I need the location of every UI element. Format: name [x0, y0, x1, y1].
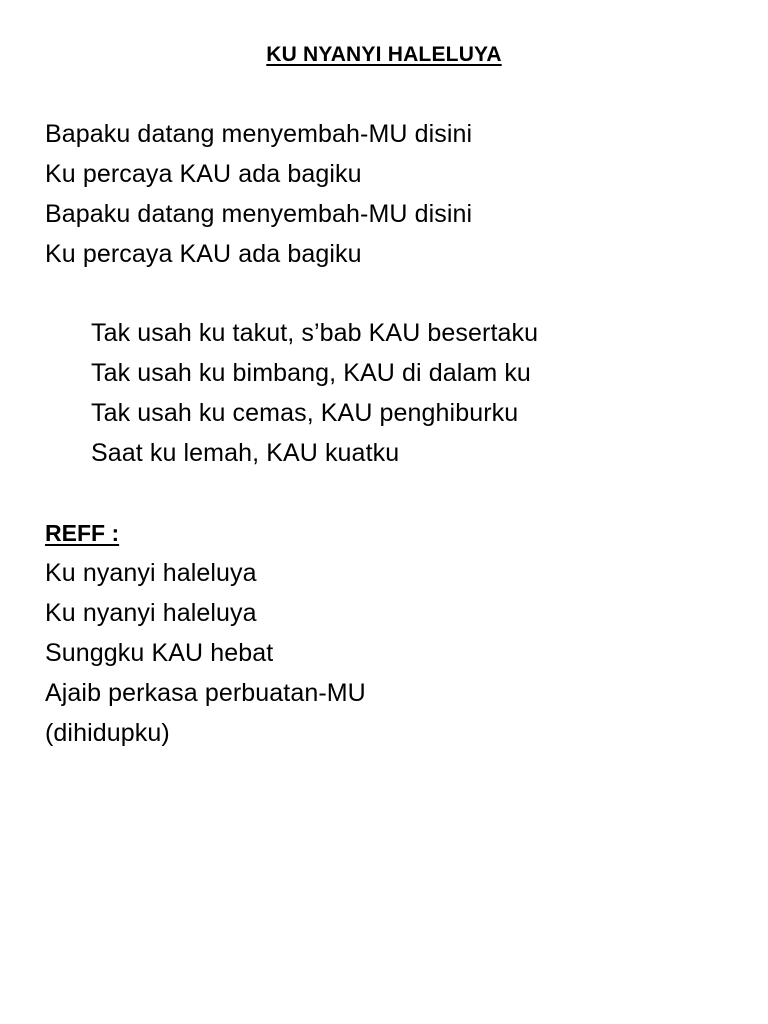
- reff-line: Ku nyanyi haleluya: [45, 559, 257, 587]
- bridge-line: Tak usah ku bimbang, KAU di dalam ku: [91, 359, 531, 387]
- verse-line: Ku percaya KAU ada bagiku: [45, 240, 362, 268]
- verse-line: Ku percaya KAU ada bagiku: [45, 160, 362, 188]
- reff-line: (dihidupku): [45, 719, 170, 747]
- reff-line: Sunggku KAU hebat: [45, 639, 274, 667]
- reff-line: Ajaib perkasa perbuatan-MU: [45, 679, 366, 707]
- bridge-line: Tak usah ku cemas, KAU penghiburku: [91, 399, 519, 427]
- reff-line: Ku nyanyi haleluya: [45, 599, 257, 627]
- reff-label: REFF :: [45, 520, 120, 546]
- bridge-line: Saat ku lemah, KAU kuatku: [91, 439, 400, 467]
- verse-line: Bapaku datang menyembah-MU disini: [45, 200, 473, 228]
- bridge-line: Tak usah ku takut, s’bab KAU besertaku: [91, 319, 539, 347]
- verse-line: Bapaku datang menyembah-MU disini: [45, 120, 473, 148]
- song-title: KU NYANYI HALELUYA: [266, 43, 502, 66]
